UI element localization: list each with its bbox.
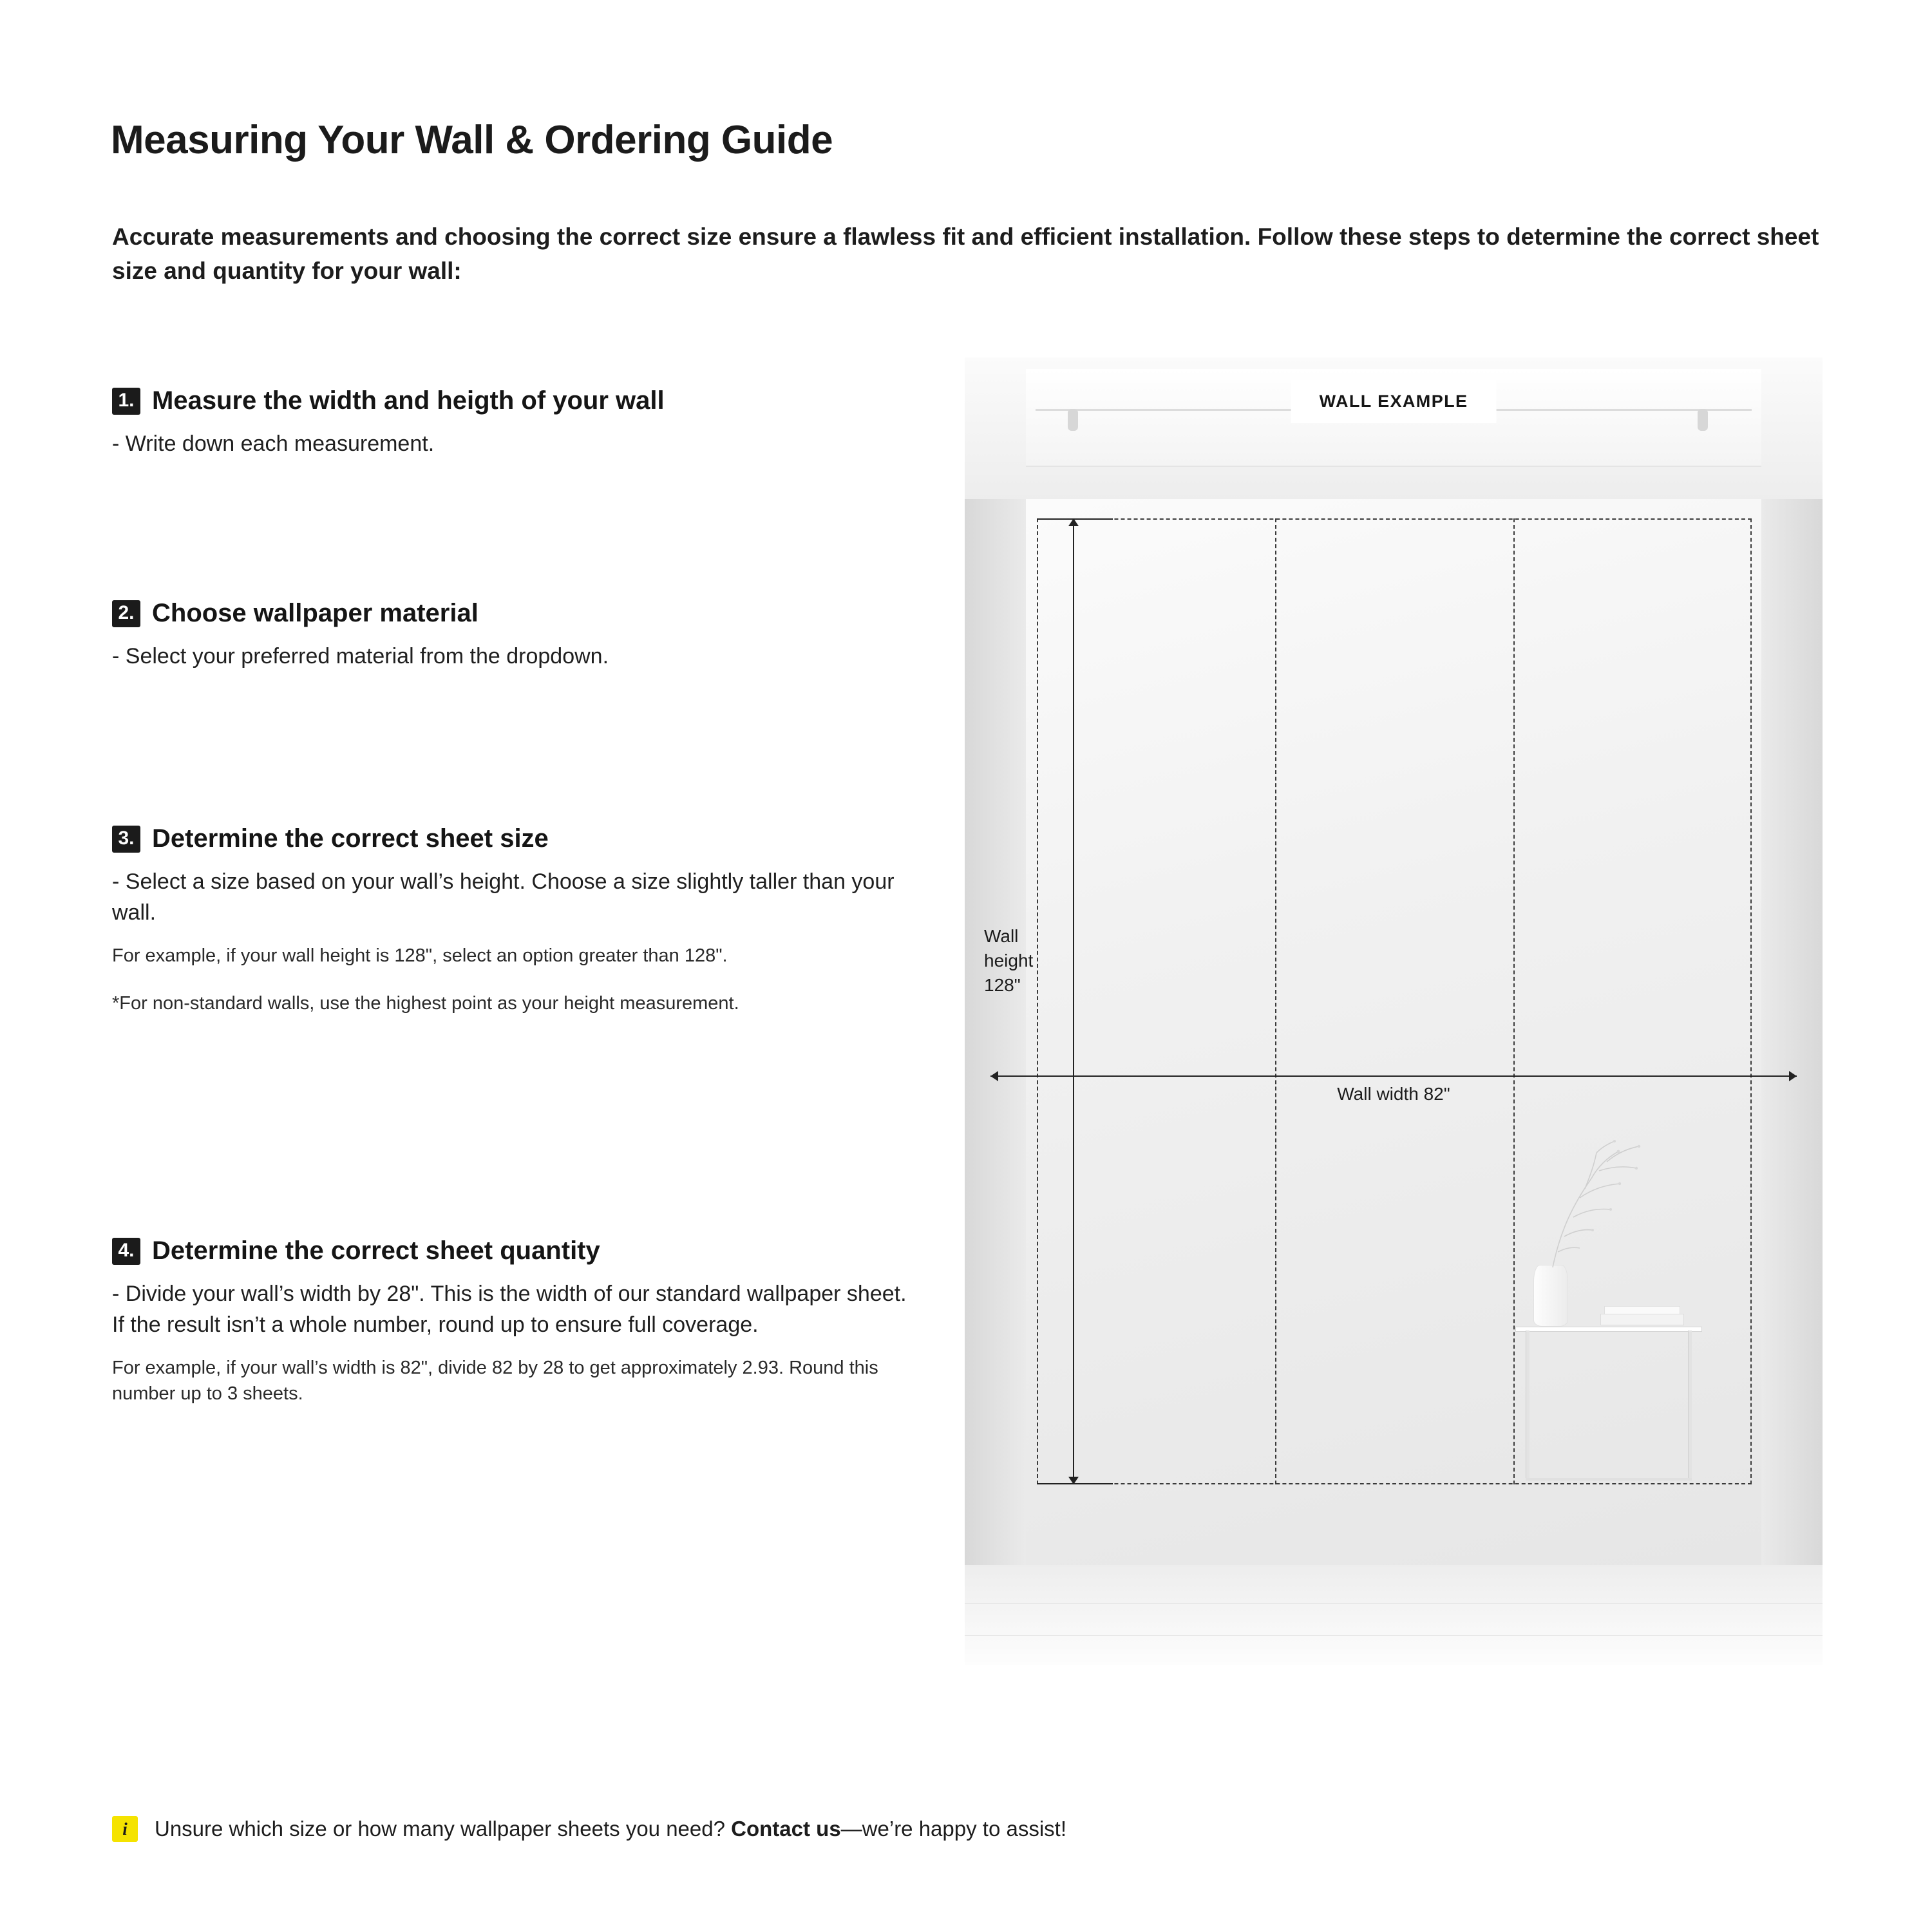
step-3-body: - Select a size based on your wall’s height. Choose a size slightly taller than your wall.	[112, 869, 895, 925]
step-2-number: 2.	[112, 600, 140, 627]
step-2-body: - Select your preferred material from the dropdown.	[112, 644, 609, 668]
sheet-seam-line	[1513, 518, 1515, 1484]
table-stretcher	[1526, 1478, 1692, 1481]
step-4-note: For example, if your wall’s width is 82", divide 82 by 28 to get approximately 2.93. Round this number up to 3 sheets.	[112, 1357, 878, 1405]
width-arrow	[990, 1075, 1797, 1077]
floor-seam	[965, 1635, 1823, 1636]
step-3-header	[112, 824, 904, 853]
wall-example-badge: WALL EXAMPLE	[1291, 380, 1497, 423]
floor	[965, 1565, 1823, 1665]
step-4	[112, 1236, 917, 1407]
spotlight-icon	[1698, 409, 1708, 431]
floor-seam	[965, 1603, 1823, 1604]
sheet-seam-line	[1275, 518, 1276, 1484]
height-arrow	[1073, 518, 1074, 1484]
console-table	[1515, 1327, 1702, 1484]
footer-text	[155, 1817, 1066, 1841]
table-leg	[1688, 1331, 1692, 1480]
wall-example-illustration	[965, 357, 1823, 1665]
step-3-note: For example, if your wall height is 128", select an option greater than 128".	[112, 945, 728, 966]
vase	[1533, 1265, 1568, 1327]
spotlight-icon	[1068, 409, 1078, 431]
footer-help-note	[112, 1816, 1066, 1842]
ceiling	[965, 357, 1823, 499]
intro-paragraph: Accurate measurements and choosing the correct size ensure a flawless fit and efficient installation. Follow these steps to determine the correct sheet size and quantity for your wall:	[112, 223, 1819, 284]
step-3-note-secondary: *For non-standard walls, use the highest point as your height measurement.	[112, 993, 739, 1014]
step-3-title: Determine the correct sheet size	[152, 824, 549, 853]
step-1-title: Measure the width and heigth of your wall	[152, 386, 665, 415]
book-stack	[1600, 1314, 1684, 1325]
wall-height-label-line1: Wall	[984, 926, 1019, 946]
step-3	[112, 824, 904, 1017]
step-2	[112, 599, 949, 672]
left-wall	[965, 357, 1026, 1665]
table-top	[1515, 1327, 1702, 1332]
wall-height-label-line2: height	[984, 950, 1034, 971]
step-1-body: - Write down each measurement.	[112, 431, 435, 456]
step-1-number: 1.	[112, 388, 140, 415]
step-4-header	[112, 1236, 917, 1265]
step-4-body: - Divide your wall’s width by 28". This is the width of our standard wallpaper sheet. If the result isn’t a whole number, round up to ensure full coverage.	[112, 1282, 907, 1338]
wall-width-label: Wall width 82"	[1337, 1084, 1450, 1104]
page-title: Measuring Your Wall & Ordering Guide	[111, 117, 833, 162]
footer-text-before: Unsure which size or how many wallpaper sheets you need?	[155, 1817, 732, 1841]
table-leg	[1526, 1331, 1530, 1480]
contact-us-link[interactable]: Contact us	[731, 1817, 841, 1841]
step-4-number: 4.	[112, 1238, 140, 1265]
step-1	[112, 386, 949, 459]
wall-height-label	[984, 924, 1033, 997]
footer-text-after: —we’re happy to assist!	[840, 1817, 1066, 1841]
info-icon: i	[112, 1816, 138, 1842]
wall-height-label-line3: 128"	[984, 974, 1021, 995]
step-4-title: Determine the correct sheet quantity	[152, 1236, 600, 1265]
right-wall	[1761, 357, 1823, 1665]
step-2-title: Choose wallpaper material	[152, 599, 478, 627]
step-3-number: 3.	[112, 826, 140, 853]
step-1-header	[112, 386, 949, 415]
step-2-header	[112, 599, 949, 628]
dried-branches-icon	[1535, 1133, 1670, 1269]
